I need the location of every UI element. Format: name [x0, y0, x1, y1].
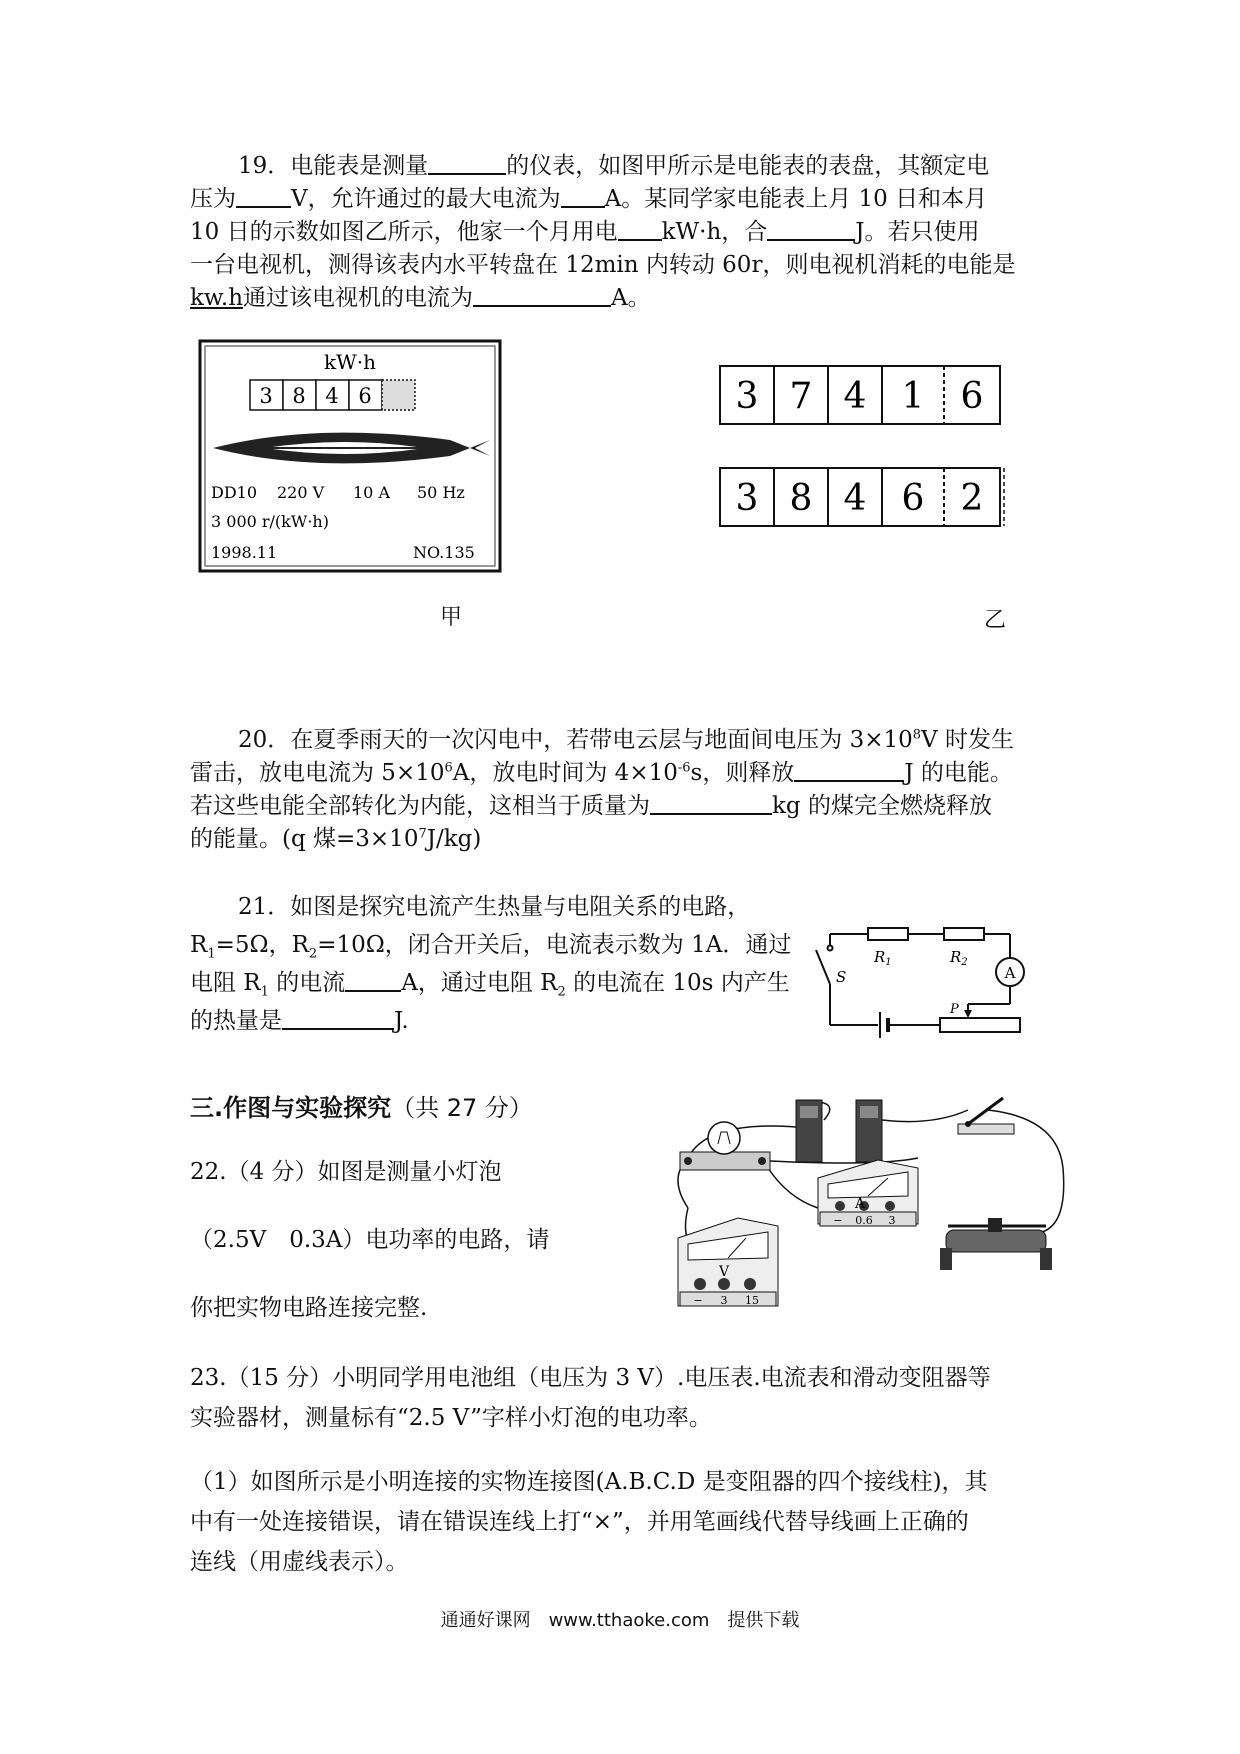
resistor-r1-label: $R_1$	[874, 948, 892, 968]
q23-text: （1）如图所示是小明连接的实物连接图(A.B.C.D 是变阻器的四个接线柱)，其	[190, 1469, 988, 1495]
figure-caption-yi: 乙	[984, 608, 1007, 633]
q19-text: kW·h，合	[661, 219, 768, 245]
q21-text: R	[190, 932, 208, 958]
subscript: 1	[207, 946, 216, 962]
meter-voltage: 220 V	[277, 483, 325, 502]
ammeter-device	[818, 1160, 918, 1227]
reading-digit: 2	[960, 478, 984, 519]
answer-blank	[767, 217, 855, 241]
reading-last-month	[720, 366, 1000, 424]
answer-blank	[236, 184, 291, 208]
q23-text: 连线（用虚线表示）。	[190, 1549, 409, 1575]
meter-unit: kW·h	[324, 350, 376, 374]
section-points: （共 27 分）	[391, 1094, 533, 1122]
meter-date: 1998.11	[211, 543, 278, 562]
meter-digit-row	[250, 380, 415, 410]
answer-blank	[794, 758, 904, 782]
answer-blank	[650, 791, 772, 815]
answer-blank	[561, 184, 605, 208]
meter-rev-constant: 3 000 r/(kW·h)	[211, 512, 329, 531]
q19-text: A。某同学家电能表上月 10 日和本月	[604, 186, 988, 212]
reading-digit: 6	[901, 478, 925, 519]
q21-text: =10Ω，闭合开关后，电流表示数为 1A．通过	[317, 932, 792, 958]
q21-text: 电阻 R	[190, 970, 261, 996]
voltmeter-terminal: −	[693, 1294, 703, 1307]
ammeter-terminal: 3	[888, 1214, 896, 1227]
q20-text: V 时发生	[921, 727, 1014, 753]
section-title: 三.作图与实验探究	[190, 1094, 392, 1122]
reading-digit: 1	[901, 376, 925, 417]
meter-digit: 8	[292, 384, 306, 408]
voltmeter-terminal: 3	[720, 1294, 728, 1307]
answer-blank	[618, 217, 662, 241]
q21-text: J.	[394, 1008, 409, 1034]
ammeter-terminal: 0.6	[855, 1214, 873, 1227]
ammeter-terminal: −	[833, 1214, 843, 1227]
q19-text: kw.h	[190, 285, 244, 311]
exponent: 8	[912, 727, 922, 743]
reading-this-month	[720, 468, 1004, 526]
subscript: 2	[308, 946, 318, 962]
answer-blank	[428, 151, 506, 175]
slider-label: P	[950, 1002, 959, 1017]
q22-text: （2.5V 0.3A）电功率的电路，请	[190, 1227, 550, 1253]
q21-text: 的热量是	[190, 1008, 282, 1034]
reading-digit: 4	[843, 376, 867, 417]
meter-model: DD10	[211, 483, 258, 502]
section-heading	[190, 1088, 533, 1123]
reading-digit: 3	[735, 376, 759, 417]
circuit-diagram	[810, 920, 1040, 1050]
q20-text: 的能量。(q 煤=3×10	[190, 826, 419, 852]
q19-text: 通过该电视机的电流为	[243, 285, 474, 311]
meter-digit: 3	[259, 384, 273, 408]
q19-text: 10 日的示数如图乙所示，他家一个月用电	[190, 219, 618, 245]
q22-text: 22.（4 分）如图是测量小灯泡	[190, 1159, 502, 1185]
q21-text: 21．如图是探究电流产生热量与电阻关系的电路，	[238, 894, 751, 920]
meter-frequency: 50 Hz	[417, 483, 465, 502]
q23-text: 实验器材，测量标有“2.5 V”字样小灯泡的电功率。	[190, 1405, 712, 1431]
meter-serial: NO.135	[413, 543, 475, 562]
q23-text: 23.（15 分）小明同学用电池组（电压为 3 V）.电压表.电流表和滑动变阻器等	[190, 1365, 991, 1391]
meter-digit: 6	[358, 384, 372, 408]
question-20	[190, 724, 1060, 856]
subscript: 2	[557, 984, 566, 1000]
reading-digit: 4	[843, 478, 867, 519]
reading-digit: 8	[789, 478, 813, 519]
question-22	[190, 1156, 610, 1325]
q23-text: 中有一处连接错误，请在错误连线上打“×”，并用笔画线代替导线画上正确的	[190, 1509, 969, 1535]
reading-digit: 7	[789, 376, 813, 417]
q19-text: J。若只使用	[855, 219, 980, 245]
answer-blank	[345, 968, 401, 992]
voltmeter-symbol: V	[718, 1264, 730, 1280]
q19-text: 压为	[190, 186, 236, 212]
question-21	[190, 888, 810, 1040]
meter-current: 10 A	[353, 483, 390, 502]
bulb-holder	[680, 1122, 770, 1170]
q19-text: 19．电能表是测量	[238, 153, 429, 179]
q20-text: 雷击，放电电流为 5×10	[190, 760, 445, 786]
q19-text: V，允许通过的最大电流为	[291, 186, 561, 212]
ammeter-symbol: A	[854, 1196, 866, 1212]
switch-device	[958, 1098, 1014, 1134]
answer-blank	[282, 1006, 394, 1030]
q20-text: kg 的煤完全燃烧释放	[772, 793, 992, 819]
figure-caption-jia: 甲	[440, 605, 463, 630]
q20-text: 若这些电能全部转化为内能，这相当于质量为	[190, 793, 650, 819]
q20-text: J 的电能。	[904, 760, 1013, 786]
rheostat-device	[940, 1218, 1052, 1270]
voltmeter-terminal: 15	[745, 1294, 759, 1307]
q20-text: J/kg)	[426, 826, 482, 852]
meter-digit: 4	[325, 384, 339, 408]
q19-text: A。	[611, 285, 651, 311]
question-23-part-1	[190, 1462, 1060, 1582]
reading-digit: 6	[960, 376, 984, 417]
q20-text: s，则释放	[690, 760, 795, 786]
q21-text: 的电流	[268, 970, 346, 996]
exponent: -6	[677, 760, 691, 776]
q21-text: =5Ω，R	[215, 932, 309, 958]
voltmeter-device	[678, 1218, 778, 1307]
q19-text: 一台电视机，测得该表内水平转盘在 12min 内转动 60r，则电视机消耗的电能是	[190, 252, 1016, 278]
ammeter-label: A	[1004, 964, 1016, 982]
resistor-r2-label: $R_2$	[950, 948, 968, 968]
page-footer: 通通好课网 www.tthaoke.com 提供下载	[440, 1610, 800, 1631]
exponent: 6	[444, 760, 453, 776]
reading-digit: 3	[735, 478, 759, 519]
battery-cell	[856, 1100, 882, 1162]
meter-face-figure	[195, 336, 515, 580]
exponent: 7	[418, 826, 427, 842]
q21-text: 的电流在 10s 内产生	[565, 970, 790, 996]
answer-blank	[473, 283, 611, 307]
question-23	[190, 1358, 1060, 1438]
meter-readings-figure	[716, 362, 1012, 540]
q21-text: A，通过电阻 R	[401, 970, 558, 996]
q19-text: 的仪表，如图甲所示是电能表的表盘，其额定电	[506, 153, 990, 179]
switch-label: S	[836, 968, 847, 986]
q20-text: 20．在夏季雨天的一次闪电中，若带电云层与地面间电压为 3×10	[238, 727, 913, 753]
q22-text: 你把实物电路连接完整.	[190, 1295, 428, 1321]
q20-text: A，放电时间为 4×10	[452, 760, 678, 786]
subscript: 1	[260, 984, 269, 1000]
battery-cell	[796, 1100, 822, 1162]
apparatus-figure	[668, 1088, 1078, 1318]
question-19	[190, 150, 1060, 315]
